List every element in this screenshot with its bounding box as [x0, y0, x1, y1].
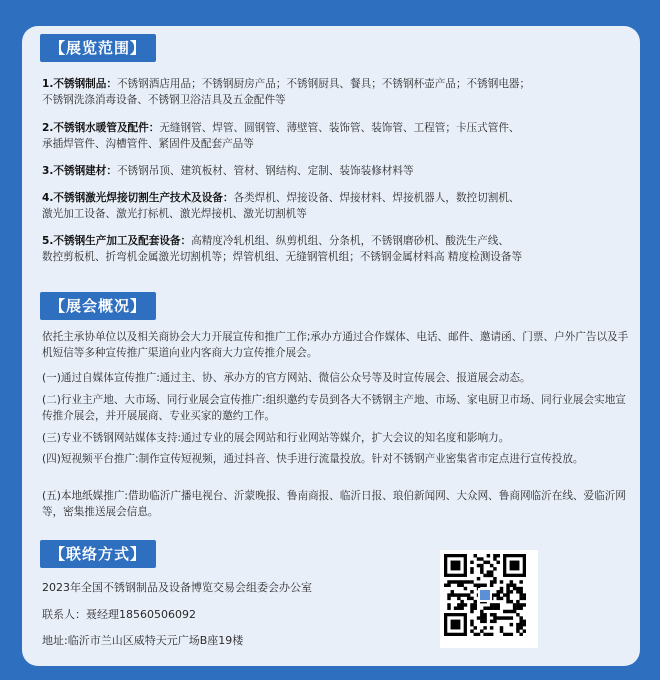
overview-paragraph-2: (二)行业主产地、大市场、同行业展会宣传推广:组织邀约专员到各大不锈钢主产地、市场、家电厨卫市场、同行业展会实地宣传推介展会，并开展展商、专业买家的邀约工作。 — [42, 394, 626, 422]
overview-paragraph-3: (三)专业不锈钢网站媒体支持:通过专业的展会网站和行业网站等媒介，扩大会议的知名度和影响力。 — [42, 432, 510, 444]
overview-section-title: 【展会概况】 — [40, 292, 156, 320]
scope-item-text: 无缝钢管、焊管、圆钢管、薄壁管、装饰管、装饰管、工程管；卡压式管件、 — [159, 122, 520, 134]
scope-item-text: 各类焊机、焊接设备、焊接材料、焊接机器人，数控切割机、 — [233, 192, 520, 204]
scope-item-text: 不锈钢吊顶、建筑板材、管材、钢结构、定制、装饰装修材料等 — [116, 165, 414, 177]
scope-item-2 — [42, 120, 622, 152]
scope-item-label: 2.不锈钢水暖管及配件： — [42, 122, 160, 134]
scope-item-text-line2: 激光加工设备、激光打标机、激光焊接机、激光切割机等 — [42, 208, 307, 220]
scope-item-label: 5.不锈钢生产加工及配套设备： — [42, 235, 192, 247]
contact-person: 联系人：聂经理18560506092 — [42, 608, 196, 621]
scope-item-4 — [42, 190, 622, 222]
scope-item-text-line2: 数控剪板机、折弯机金属激光切割机等；焊管机组、无缝钢管机组；不锈钢金属材料高 精度检测设备等 — [42, 251, 523, 263]
scope-item-label: 4.不锈钢激光焊接切割生产技术及设备： — [42, 192, 234, 204]
overview-paragraph-1: (一)通过自媒体宣传推广:通过主、协、承办方的官方网站、微信公众号等及时宣传展会、报道展会动态。 — [42, 372, 531, 384]
scope-section-title: 【展览范围】 — [40, 34, 156, 62]
scope-item-5 — [42, 233, 622, 265]
overview-paragraph-4: (四)短视频平台推广:制作宣传短视频，通过抖音、快手进行流量投放。针对不锈钢产业密集省市定点进行宣传投放。 — [42, 453, 584, 465]
scope-item-label: 3.不锈钢建材： — [42, 165, 117, 177]
scope-item-text: 不锈钢酒店用品；不锈钢厨房产品；不锈钢厨具、餐具；不锈钢杯壶产品；不锈钢电器； — [116, 78, 531, 90]
contact-address: 地址:临沂市兰山区威特天元广场B座19楼 — [42, 634, 244, 647]
contact-organization: 2023年全国不锈钢制品及设备博览交易会组委会办公室 — [42, 581, 312, 594]
scope-item-1 — [42, 76, 622, 108]
overview-paragraph-5: (五)本地纸媒推广:借助临沂广播电视台、沂蒙晚报、鲁南商报、临沂日报、琅伯新闻网、大众网、鲁商网临沂在线、爱临沂网等，密集推送展会信息。 — [42, 490, 626, 518]
scope-item-label: 1.不锈钢制品： — [42, 78, 117, 90]
scope-item-text-line2: 不锈钢洗涤消毒设备、不锈钢卫浴洁具及五金配件等 — [42, 94, 286, 106]
scope-item-text-line2: 承插焊管件、沟槽管件、紧固件及配套产品等 — [42, 138, 254, 150]
scope-item-3 — [42, 163, 622, 179]
contact-section-title: 【联络方式】 — [40, 540, 156, 568]
scope-item-text: 高精度冷轧机组、纵剪机组、分条机，不锈钢磨砂机、酸洗生产线、 — [191, 235, 509, 247]
overview-intro: 依托主承协单位以及相关商协会大力开展宣传和推广工作;承办方通过合作媒体、电话、邮件、邀请函、门票、户外广告以及手机短信等多种宣传推广渠道向业内客商大力宣传推介展会。 — [42, 331, 629, 359]
qr-code-icon — [440, 550, 538, 648]
